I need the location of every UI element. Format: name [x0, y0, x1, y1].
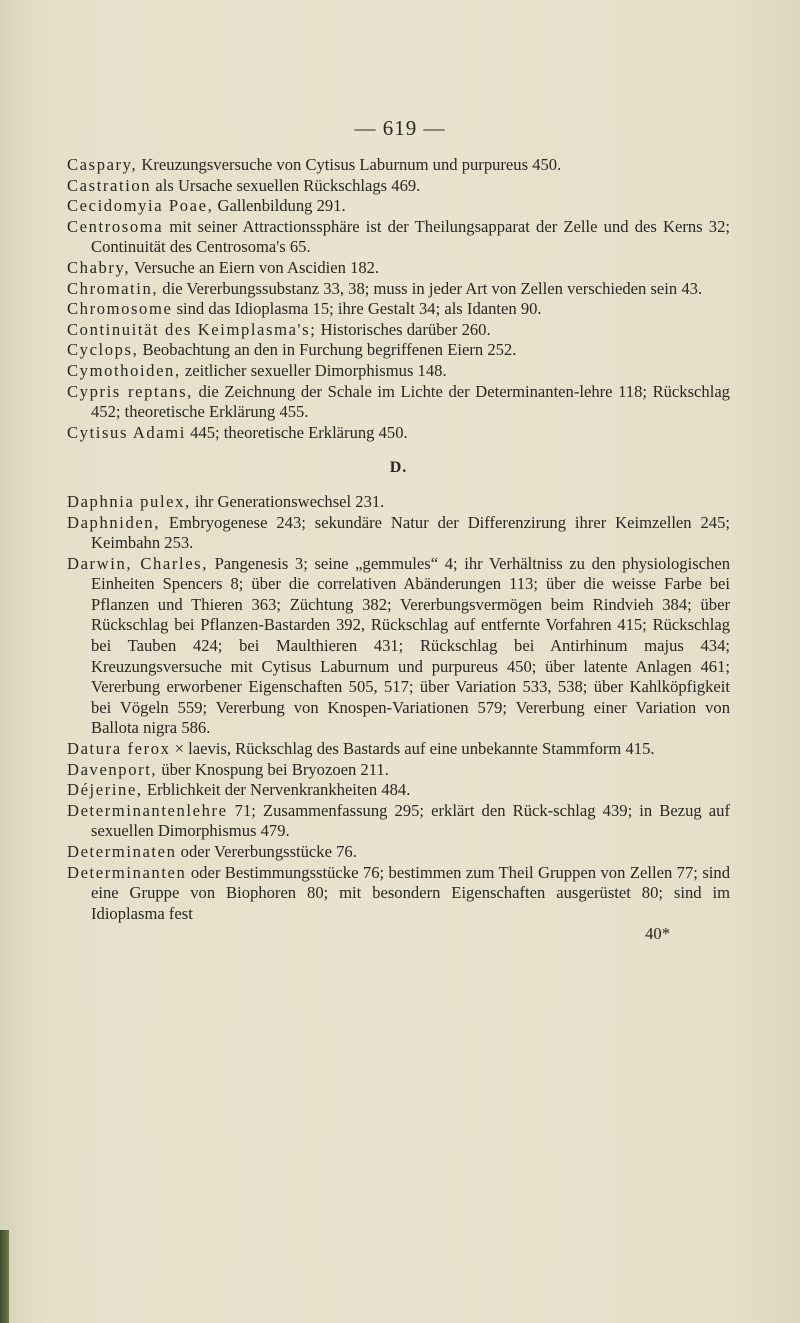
index-references: Historisches darüber 260. — [316, 319, 491, 339]
index-entry — [67, 863, 730, 925]
index-term: Datura ferox — [67, 739, 171, 759]
index-term: Chabry, — [67, 257, 131, 277]
index-term: Continuität des Keimplasma's; — [67, 319, 317, 339]
index-references: die Zeichnung der Schale im Lichte der Determinanten-lehre 118; Rückschlag 452; theoretische Erklärung 455. — [91, 381, 730, 422]
index-references: als Ursache sexuellen Rückschlags 469. — [151, 175, 421, 195]
index-entry — [67, 258, 730, 279]
index-term: Determinanten — [67, 862, 187, 882]
index-entry — [67, 760, 730, 781]
index-references: über Knospung bei Bryozoen 211. — [157, 759, 389, 779]
index-entry — [67, 842, 730, 863]
index-entry — [67, 155, 730, 176]
index-entry — [67, 176, 730, 197]
index-section-c — [67, 155, 730, 443]
index-term: Caspary, — [67, 155, 138, 174]
index-entry — [67, 492, 730, 513]
index-entry — [67, 196, 730, 217]
index-term: Cecidomyia Poae, — [67, 196, 214, 216]
index-entry — [67, 382, 730, 423]
index-references: 71; Zusammenfassung 295; erklärt den Rück-schlag 439; in Bezug auf sexuellen Dimorphismus 479. — [91, 800, 730, 841]
index-references: Embryogenese 243; sekundäre Natur der Differenzirung ihrer Keimzellen 245; Keimbahn 253. — [91, 512, 730, 553]
index-section-d — [67, 492, 730, 924]
index-entry — [67, 299, 730, 320]
index-term: Castration — [67, 175, 152, 195]
index-term: Déjerine, — [67, 780, 143, 800]
index-term: Cypris reptans, — [67, 381, 193, 401]
index-term: Chromatin, — [67, 278, 159, 298]
index-references: oder Bestimmungsstücke 76; bestimmen zum Theil Gruppen von Zellen 77; sind eine Gruppe von Biophoren 80; mit besondern Eigenschaften ausgerüstet 80; sind im Idioplasma fest — [91, 862, 730, 923]
index-term: Centrosoma — [67, 216, 164, 236]
index-entry — [67, 217, 730, 258]
index-references: die Vererbungssubstanz 33, 38; muss in jeder Art von Zellen verschieden sein 43. — [158, 278, 703, 298]
index-references: 445; theoretische Erklärung 450. — [186, 422, 408, 442]
section-heading-d: D. — [389, 459, 408, 477]
index-references: sind das Idioplasma 15; ihre Gestalt 34; als Idanten 90. — [172, 299, 542, 319]
index-term: Determinantenlehre — [67, 800, 228, 820]
index-entry — [67, 340, 730, 361]
index-term: Chromosome — [67, 299, 173, 319]
index-references: Beobachtung an den in Furchung begriffenen Eiern 252. — [138, 340, 517, 360]
index-entry — [67, 279, 730, 300]
index-term: Cyclops, — [67, 340, 139, 360]
index-references: Kreuzungsversuche von Cytisus Laburnum und purpureus 450. — [137, 155, 562, 174]
index-references: Gallenbildung 291. — [213, 196, 346, 216]
page-number: — 619 — — [354, 116, 446, 140]
index-term: Cymothoiden, — [67, 360, 181, 380]
index-term: Daphnia pulex, — [67, 491, 191, 511]
index-references: mit seiner Attractionssphäre ist der Theilungsapparat der Zelle und des Kerns 32; Continuität des Centrosoma's 65. — [91, 216, 730, 257]
index-term: Cytisus Adami — [67, 422, 186, 442]
index-references: zeitlicher sexueller Dimorphismus 148. — [180, 360, 447, 380]
index-references: oder Vererbungsstücke 76. — [176, 842, 357, 861]
index-entry — [67, 423, 730, 444]
index-entry — [67, 801, 730, 842]
index-entry — [67, 513, 730, 554]
index-references: ihr Generationswechsel 231. — [190, 491, 385, 511]
signature-mark: 40* — [645, 924, 670, 944]
index-entry — [67, 361, 730, 382]
index-references: Versuche an Eiern von Ascidien 182. — [130, 257, 380, 277]
index-references: Erblichkeit der Nervenkrankheiten 484. — [142, 780, 411, 800]
index-term: Daphniden, — [67, 512, 160, 532]
index-entry — [67, 554, 730, 739]
index-entry — [67, 739, 730, 760]
index-term: Davenport, — [67, 759, 158, 779]
index-references: × laevis, Rückschlag des Bastards auf eine unbekannte Stammform 415. — [170, 739, 655, 759]
index-term: Determinaten — [67, 842, 177, 861]
index-entry — [67, 780, 730, 801]
index-term: Darwin, Charles, — [67, 553, 208, 573]
index-content — [67, 155, 730, 945]
binding-edge — [0, 1230, 9, 1323]
index-references: Pangenesis 3; seine „gemmules“ 4; ihr Verhältniss zu den physiologischen Einheiten Spencers 8; über die correlativen Abänderungen 113; über die weisse Farbe bei Pflanzen und Thieren 363; Züchtung 382; Vererbungsvermögen beim Rindvieh 384; über Rückschlag bei Pflanzen-Bastarden 392, Rückschlag auf entfernte Vorfahren 415; Rückschlag bei Tauben 424; bei Maulthieren 431; Rückschlag bei Antirhinum majus 434; Kreuzungsversuche mit Cytisus Laburnum und purpureus 450; über latente Anlagen 461; Vererbung erworbener Eigenschaften 505, 517; über Variation 533, 538; über Kahlköpfigkeit bei Vögeln 559; Vererbung von Knospen-Variationen 579; Vererbung einer Variation von Ballota nigra 586. — [91, 553, 730, 738]
index-entry — [67, 320, 730, 341]
